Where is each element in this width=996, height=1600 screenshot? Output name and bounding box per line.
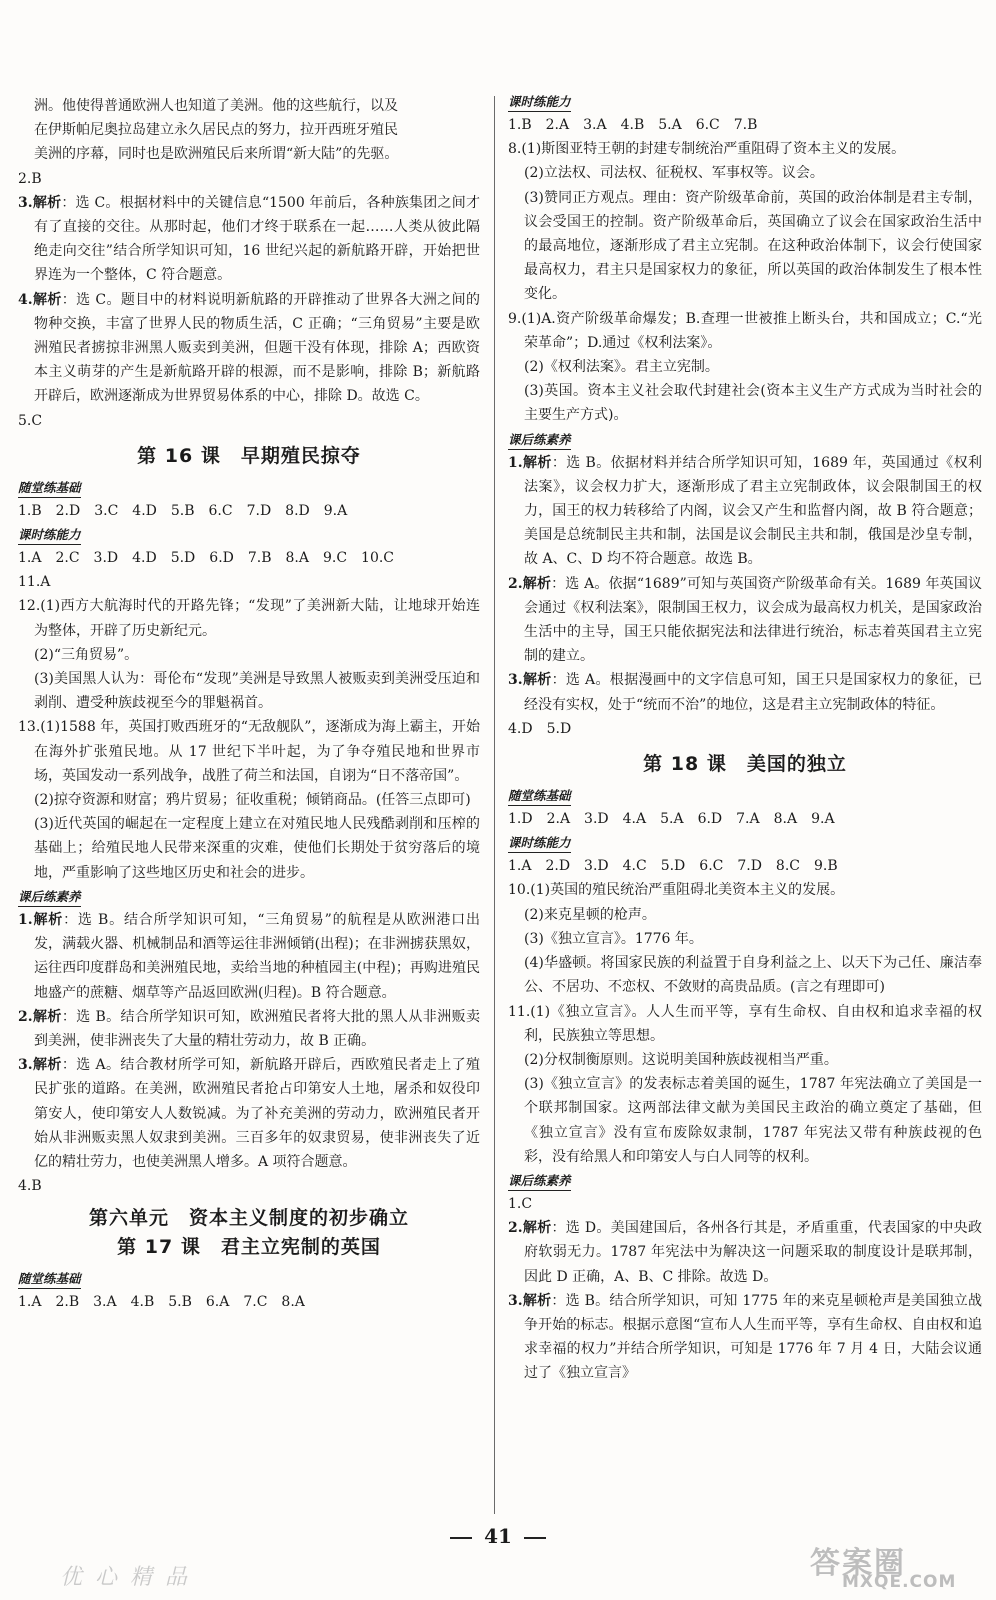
analysis-text: ：选 A。结合教材所学可知，新航路开辟后，西欧殖民者走上了殖民扩张的道路。在美洲，欧洲殖民者抢占印第安人土地，屠杀和奴役印第安人，使印第安人人数锐减。为了补充美洲的劳动力，欧洲殖民者开始从非洲贩卖黑人奴隶到美洲。三百多年的奴隶贸易，使非洲丧失了近亿的精壮劳力，也使美洲黑人增多。A 项符合题意。 [34, 1057, 480, 1170]
analysis-label: 3.解析 [508, 672, 552, 689]
analysis-label: 2.解析 [18, 1008, 62, 1025]
answer-item: (3)《独立宣言》。1776 年。 [524, 930, 703, 947]
answer-row: 1.A 2.D 3.D 4.C 5.D 6.C 7.D 8.C 9.B [508, 858, 838, 875]
watermark-logo-text: 答案圈 [810, 1546, 906, 1581]
analysis-label: 2.解析 [508, 1220, 552, 1237]
left-column [18, 94, 480, 1315]
answer-item [18, 1053, 480, 1174]
analysis-label: 2.解析 [508, 575, 552, 592]
column-divider [494, 96, 495, 1514]
answer-row: 1.A 2.C 3.D 4.D 5.D 6.D 7.B 8.A 9.C 10.C [18, 550, 395, 567]
analysis-text: ：选 A。依据“1689”可知与英国资产阶级革命有关。1689 年英国议会通过《权利法案》，限制国王权力，议会成为最高权力机关，是国家政治生活中的主导，国王只能依据宪法和法律进行统治，标志着英国君主立宪制的建立。 [524, 575, 982, 665]
answer-item: 12.(1)西方大航海时代的开路先锋；“发现”了美洲新大陆，让地球开始连为整体，开辟了历史新纪元。 [18, 598, 480, 639]
answer-item: 9.(1)A.资产阶级革命爆发；B.查理一世被推上断头台，共和国成立；C.“光荣革命”；D.通过《权利法案》。 [508, 310, 982, 351]
answer-item: (3)英国。资本主义社会取代封建社会(资本主义生产方式成为当时社会的主要生产方式)。 [524, 383, 982, 424]
answer-item: 2.B [18, 170, 42, 187]
answer-item [18, 1005, 480, 1053]
lesson-title: 第 18 课 美国的独立 [643, 753, 847, 776]
section-heading: 课后练素养 [508, 1170, 982, 1192]
section-heading: 随堂练基础 [18, 477, 480, 499]
answer-item: (3)近代英国的崛起在一定程度上建立在对殖民地人民残酷剥削和压榨的基础上；给殖民地人民带来深重的灾难，使他们长期处于贫穷落后的境地，严重影响了这些地区历史和社会的进步。 [34, 816, 480, 881]
analysis-label: 3.解析 [18, 1057, 62, 1074]
answer-item: 8.(1)斯图亚特王朝的封建专制统治严重阻碍了资本主义的发展。 [508, 141, 906, 158]
watermark-left: 优 心 精 品 [60, 1565, 190, 1590]
section-heading: 课后练素养 [18, 886, 480, 908]
answer-item: 4.D 5.D [508, 720, 572, 737]
answer-row: 11.A [18, 574, 51, 591]
lesson-title: 第 16 课 早期殖民掠夺 [137, 444, 361, 467]
answer-item: 4.B [18, 1178, 42, 1195]
analysis-text: ：选 B。结合所学知识可知，欧洲殖民者将大批的黑人从非洲贩卖到美洲，使非洲丧失了大量的精壮劳动力，故 B 正确。 [34, 1008, 480, 1049]
analysis-text: ：选 C。根据材料中的关键信息“1500 年前后，各种族集团之间才有了直接的交往。从那时起，他们才终于联系在一起……人类从彼此隔绝走向交往”结合所学知识可知，16 世纪兴起的新航路开辟，开始把世界连为一个整体，C 符合题意。 [34, 194, 480, 284]
section-heading: 随堂练基础 [508, 785, 982, 807]
answer-item: 13.(1)1588 年，英国打败西班牙的“无敌舰队”，逐渐成为海上霸主，开始在海外扩张殖民地。从 17 世纪下半叶起，为了争夺殖民地和世界市场，英国发动一系列战争，战胜了荷兰和法国，自诩为“日不落帝国”。 [18, 719, 480, 784]
watermark-url: MXQE.COM [842, 1572, 957, 1592]
analysis-text: ：选 D。美国建国后，各州各行其是，矛盾重重，代表国家的中央政府软弱无力。1787 年宪法中为解决这一问题采取的制度设计是联邦制，因此 D 正确，A、B、C 排除。故选 D。 [524, 1220, 982, 1285]
answer-item: 10.(1)英国的殖民统治严重阻碍北美资本主义的发展。 [508, 882, 845, 899]
answer-item: (2)分权制衡原则。这说明美国种族歧视相当严重。 [524, 1051, 838, 1068]
text-line: 美洲的序幕，同时也是欧洲殖民后来所谓“新大陆”的先驱。 [34, 146, 399, 163]
answer-item [18, 288, 480, 409]
answer-item [18, 191, 480, 288]
analysis-text: ：选 B。结合所学知识，可知 1775 年的来克星顿枪声是美国独立战争开始的标志。根据示意图“宣布人人生而平等，享有生命权、自由权和追求幸福的权力”并结合所学知识，可知是 1776 年 7 月 4 日，大陆会议通过了《独立宣言》 [524, 1292, 982, 1382]
analysis-label: 3.解析 [18, 194, 62, 211]
analysis-text: ：选 A。根据漫画中的文字信息可知，国王只是国家权力的象征，已经没有实权，处于“统而不治”的地位，这是君主立宪制政体的特征。 [524, 672, 982, 713]
answer-row: 1.D 2.A 3.D 4.A 5.A 6.D 7.A 8.A 9.A [508, 811, 835, 828]
answer-item: (2)立法权、司法权、征税权、军事权等。议会。 [524, 165, 824, 182]
answer-item: (2)“三角贸易”。 [34, 646, 139, 663]
analysis-text: ：选 B。依据材料并结合所学知识可知，1689 年，英国通过《权利法案》，议会权力扩大，逐渐形成了君主立宪制政体，议会限制国王的权力，国王的权力转移给了内阁，议会又产生和监督内阁，故 B 符合题意；美国是总统制民主共和制，法国是议会制民主共和制，俄国是沙皇专制，故 A、C、D 均不符合题意。故选 B。 [524, 454, 982, 568]
answer-row: 1.A 2.B 3.A 4.B 5.B 6.A 7.C 8.A [18, 1294, 305, 1311]
section-heading: 课时练能力 [508, 832, 982, 854]
watermark-logo [810, 1538, 980, 1594]
section-heading: 课时练能力 [508, 91, 982, 113]
answer-item [18, 908, 480, 1005]
unit-title: 第六单元 资本主义制度的初步确立 [88, 1207, 409, 1230]
right-column [508, 90, 982, 1386]
answer-item [508, 668, 982, 716]
analysis-label: 1.解析 [18, 911, 64, 928]
section-heading: 课时练能力 [18, 524, 480, 546]
analysis-label: 1.解析 [508, 454, 552, 471]
analysis-text: ：选 C。题目中的材料说明新航路的开辟推动了世界各大洲之间的物种交换，丰富了世界人民的物质生活，C 正确；“三角贸易”主要是欧洲殖民者掳掠非洲黑人贩卖到美洲，但题干没有体现，排除 A；西欧资本主义萌芽的产生是新航路开辟的根源，而不是影响，排除 B；新航路开辟后，欧洲逐渐成为世界贸易体系的中心，排除 D。故选 C。 [34, 291, 480, 405]
page-number: 41 [0, 1524, 996, 1548]
answer-item: (4)华盛顿。将国家民族的利益置于自身利益之上、以天下为己任、廉洁奉公、不居功、不恋权、不敛财的高贵品质。(言之有理即可) [524, 955, 982, 996]
answer-item: (3)《独立宣言》的发表标志着美国的诞生，1787 年宪法确立了美国是一个联邦制国家。这两部法律文献为美国民主政治的确立奠定了基础，但《独立宣言》没有宣布废除奴隶制，1787 年宪法又带有种族歧视的色彩，没有给黑人和印第安人与白人同等的权利。 [524, 1076, 982, 1165]
answer-item: 11.(1)《独立宣言》。人人生而平等，享有生命权、自由权和追求幸福的权利，民族独立等思想。 [508, 1003, 982, 1044]
answer-item: (3)美国黑人认为：哥伦布“发现”美洲是导致黑人被贩卖到美洲受压迫和剥削、遭受种族歧视至今的罪魁祸首。 [34, 671, 480, 712]
answer-item: 5.C [18, 412, 43, 429]
lesson-title: 第 17 课 君主立宪制的英国 [117, 1236, 381, 1259]
answer-item [508, 451, 982, 572]
answer-item [508, 572, 982, 669]
answer-row: 1.B 2.D 3.C 4.D 5.B 6.C 7.D 8.D 9.A [18, 502, 348, 519]
answer-item: 1.C [508, 1195, 533, 1212]
text-line: 洲。他使得普通欧洲人也知道了美洲。他的这些航行，以及 [34, 98, 398, 114]
analysis-label: 4.解析 [18, 291, 62, 308]
analysis-text: ：选 B。结合所学知识可知，“三角贸易”的航程是从欧洲港口出发，满载火器、机械制品和酒等运往非洲倾销(出程)；在非洲掳获黑奴，运往西印度群岛和美洲殖民地，卖给当地的种植园主(中程)；再购进殖民地盛产的蔗糖、烟草等产品返回欧洲(归程)。B 符合题意。 [34, 911, 480, 1001]
answer-item: (2)来克星顿的枪声。 [524, 906, 656, 923]
section-heading: 随堂练基础 [18, 1268, 480, 1290]
answer-item [508, 1289, 982, 1386]
answer-item: (2)掠夺资源和财富；鸦片贸易；征收重税；倾销商品。(任答三点即可) [34, 792, 471, 809]
answer-item: (3)赞同正方观点。理由：资产阶级革命前，英国的政治体制是君主专制，议会受国王的控制。资产阶级革命后，英国确立了议会在国家政治生活中的最高地位，逐渐形成了君主立宪制。在这种政治体制下，议会行使国家最高权力，君主只是国家权力的象征，所以英国的政治体制发生了根本性变化。 [524, 189, 982, 303]
answer-item [508, 1216, 982, 1289]
answer-item: (2)《权利法案》。君主立宪制。 [524, 359, 719, 376]
section-heading: 课后练素养 [508, 429, 982, 451]
text-line: 在伊斯帕尼奥拉岛建立永久居民点的努力，拉开西班牙殖民 [34, 122, 398, 139]
answer-row: 1.B 2.A 3.A 4.B 5.A 6.C 7.B [508, 117, 758, 133]
analysis-label: 3.解析 [508, 1292, 552, 1309]
